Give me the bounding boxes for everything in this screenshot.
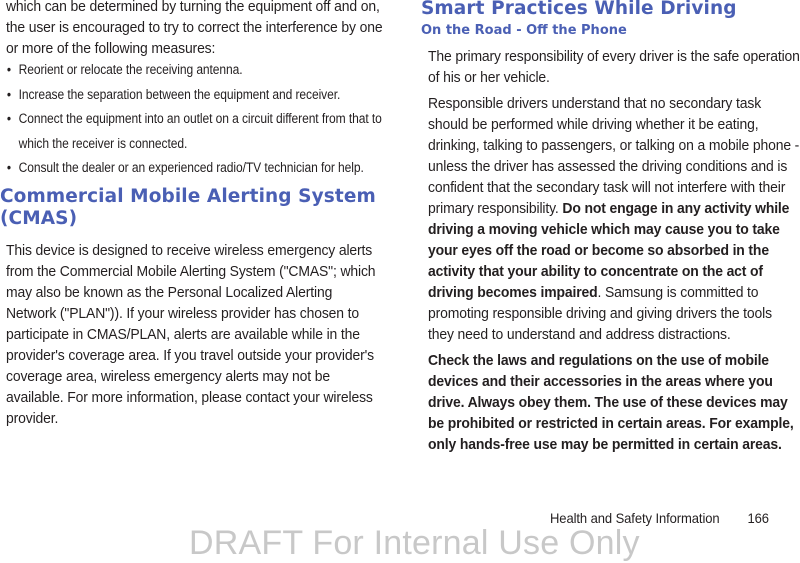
section-title-cmas: Commercial Mobile Alerting System (CMAS) (0, 185, 376, 229)
paragraph-responsible-drivers: Responsible drivers understand that no secondary task should be performed while driving whether it be eating, drinking, talking to passengers, or talking on a mobile phone - unless the driver has assessed the driving conditions and is confident that the secondary task will not interfere with their primary responsibility. Do not engage in any activity while driving a moving vehicle which may cause you to take your eyes off the road or become so absorbed in the activity that your ability to concentrate on the act of driving becomes impaired. Samsung is committed to promoting responsible driving and giving drivers the tools they need to understand and address distractions. (428, 95, 800, 343)
bullet-icon: • (6, 62, 12, 77)
intro-paragraph: which can be determined by turning the equipment off and on, the user is encouraged to try to correct the interference by one or more of the following measures: (6, 0, 383, 57)
bold-warning-text: Do not engage in any activity while driving a moving vehicle which may cause you to take your eyes off the road or become so absorbed in the activity that your ability to concentrate on the act of driving becomes impaired (428, 200, 790, 301)
draft-watermark: DRAFT For Internal Use Only (189, 524, 640, 562)
list-item: • Reorient or relocate the receiving antenna. (6, 58, 396, 83)
list-item: • Connect the equipment into an outlet on a circuit different from that to which the receiver is connected. (6, 107, 396, 156)
paragraph-check-laws: Check the laws and regulations on the use of mobile devices and their accessories in the areas where you drive. Always obey them. The use of these devices may be prohibited or restricted in certain areas. For example, only hands-free use may be permitted in certain areas. (428, 352, 794, 453)
list-item: • Consult the dealer or an experienced radio/TV technician for help. (6, 156, 396, 181)
paragraph-primary-responsibility: The primary responsibility of every driver is the safe operation of his or her vehicle. (428, 48, 800, 86)
subsection-title: On the Road - Off the Phone (421, 23, 627, 38)
driving-content (421, 46, 800, 455)
measures-list (6, 58, 384, 181)
page-number: 166 (747, 510, 769, 526)
list-item: • Increase the separation between the equipment and receiver. (6, 83, 396, 108)
right-column (421, 0, 800, 455)
bullet-icon: • (6, 111, 12, 126)
bullet-icon: • (6, 160, 12, 175)
footer-section-name: Health and Safety Information (550, 510, 720, 526)
left-column (0, 0, 384, 429)
bullet-icon: • (6, 86, 12, 102)
cmas-paragraph: This device is designed to receive wireless emergency alerts from the Commercial Mobile Alerting System ("CMAS"; which may also be known as the Personal Localized Alerting Network ("PLAN")). If your wireless provider has chosen to participate in CMAS/PLAN, alerts are available while in the provider's coverage area. If you travel outside your provider's coverage area, wireless emergency alerts may not be available. For more information, please contact your wireless provider. (6, 241, 376, 427)
section-title-driving: Smart Practices While Driving (421, 0, 737, 19)
